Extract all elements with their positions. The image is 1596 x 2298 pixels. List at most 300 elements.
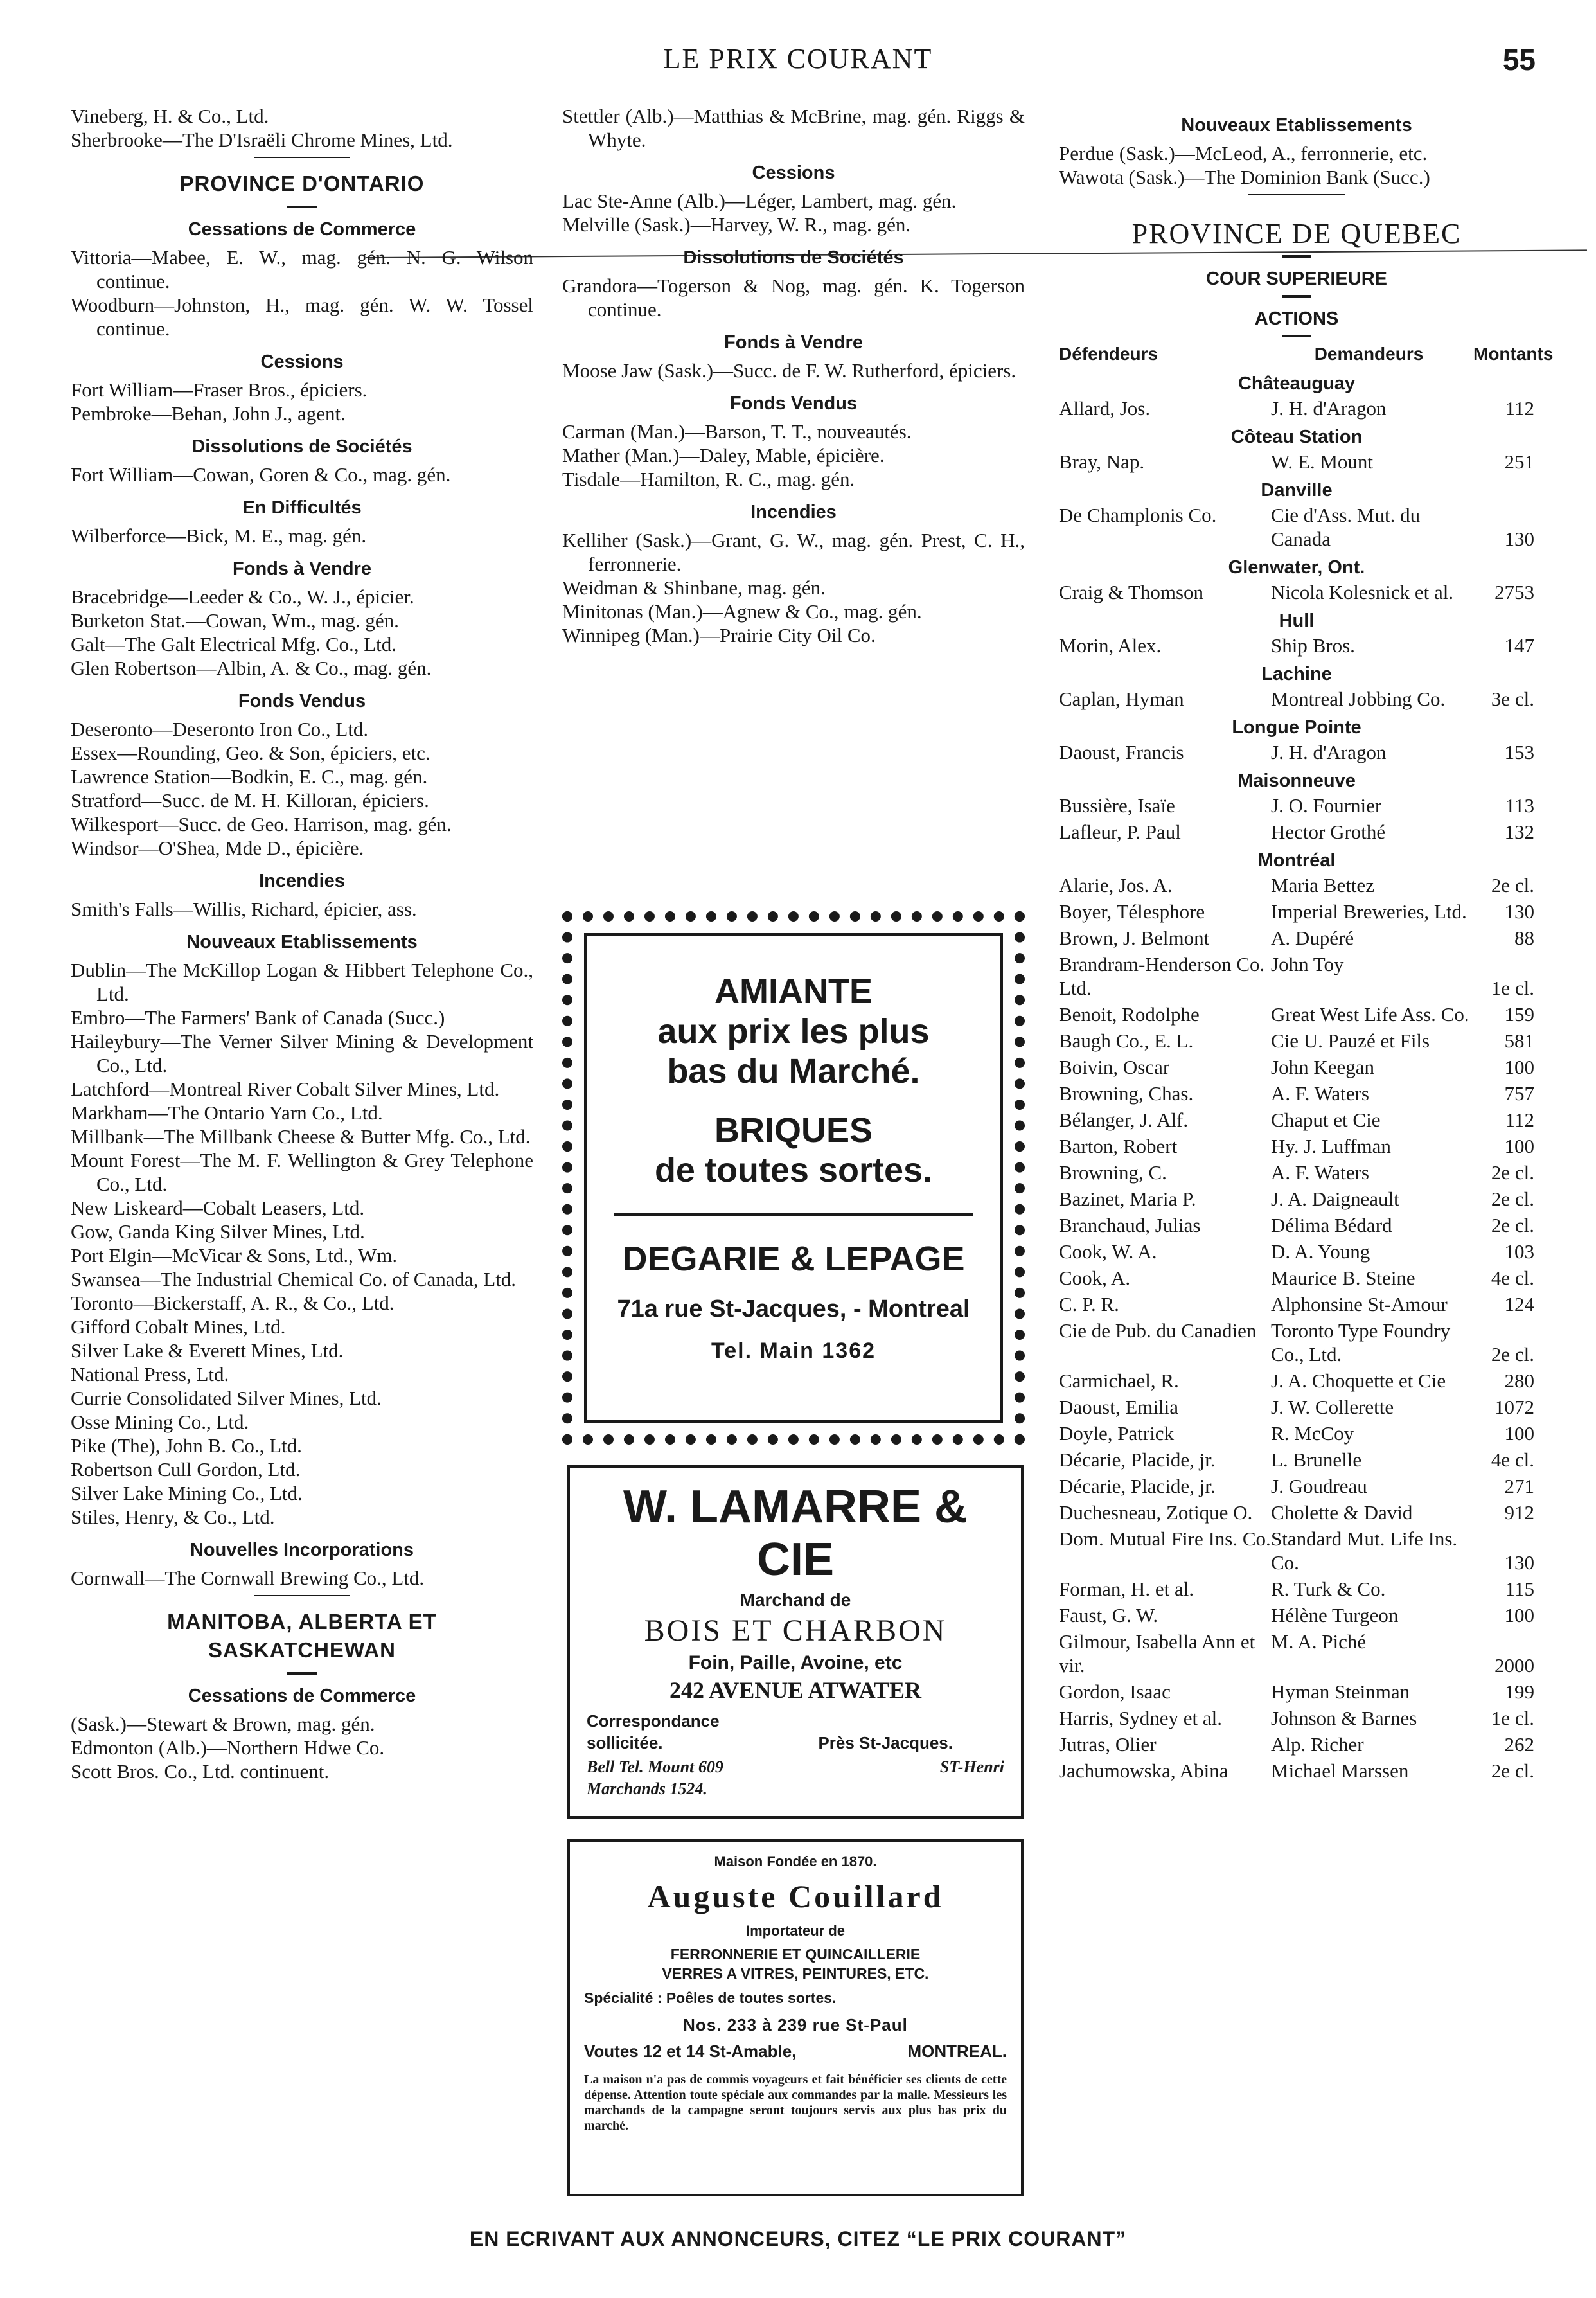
defendant: Bazinet, Maria P. <box>1059 1188 1196 1210</box>
listing-entry: Vittoria—Mabee, E. W., mag. gén. N. G. Wilson continue. <box>71 246 533 292</box>
listing-entry: Latchford—Montreal River Cobalt Silver Mines, Ltd. <box>71 1078 500 1100</box>
case-row <box>1059 1002 1534 1026</box>
plaintiff: Hector Grothé <box>1271 821 1386 843</box>
listing-entry: Glen Robertson—Albin, A. & Co., mag. gén. <box>71 657 432 679</box>
ad-degarie-lepage <box>562 911 1025 1445</box>
listing-entry: Winnipeg (Man.)—Prairie City Oil Co. <box>562 624 876 646</box>
defendant: Cook, A. <box>1059 1267 1131 1289</box>
listing-entry: Galt—The Galt Electrical Mfg. Co., Ltd. <box>71 633 397 655</box>
ad-line: aux prix les plus <box>657 1012 930 1051</box>
case-row <box>1059 900 1534 923</box>
case-row <box>1059 1680 1534 1704</box>
place-heading: Danville <box>1261 480 1333 501</box>
amount: 912 <box>1504 1501 1534 1524</box>
place-heading: Glenwater, Ont. <box>1228 557 1365 578</box>
defendant: Benoit, Rodolphe <box>1059 1003 1200 1026</box>
defendant: Craig & Thomson <box>1059 581 1204 603</box>
listing-entry: Embro—The Farmers' Bank of Canada (Succ.) <box>71 1006 445 1029</box>
ontario-sections <box>71 217 533 1590</box>
defendant: Gordon, Isaac <box>1059 1680 1171 1703</box>
plaintiff: Hélène Turgeon <box>1271 1604 1399 1626</box>
plaintiff: Maria Bettez <box>1271 874 1374 896</box>
plaintiff: A. F. Waters <box>1271 1161 1369 1184</box>
plaintiff: John Toy <box>1271 953 1344 975</box>
plaintiff: John Keegan <box>1271 1056 1374 1078</box>
defendant: Faust, G. W. <box>1059 1604 1158 1626</box>
amount: 88 <box>1514 927 1534 949</box>
ad-phone-row <box>587 1756 1004 1778</box>
plaintiff: J. A. Daigneault <box>1271 1188 1399 1210</box>
defendant: Browning, Chas. <box>1059 1082 1194 1105</box>
dash-divider <box>1282 255 1311 258</box>
defendant: De Champlonis Co. <box>1059 504 1217 526</box>
defendant: Gilmour, Isabella Ann et vir. <box>1059 1630 1255 1677</box>
case-row <box>1059 794 1534 817</box>
amount: 112 <box>1505 397 1534 420</box>
listing-entry: Gow, Ganda King Silver Mines, Ltd. <box>71 1220 365 1243</box>
divider <box>1248 194 1345 195</box>
place-heading: Côteau Station <box>1230 427 1363 447</box>
ad-line: bas du Marché. <box>667 1052 920 1091</box>
amount: 2753 <box>1494 581 1534 603</box>
amount: 115 <box>1505 1578 1534 1600</box>
plaintiff: Imperial Breweries, Ltd. <box>1271 900 1467 923</box>
listing-entry: Pembroke—Behan, John J., agent. <box>71 402 346 425</box>
ad-inner-frame <box>584 933 1003 1423</box>
listing-entry: Edmonton (Alb.)—Northern Hdwe Co. <box>71 1736 385 1759</box>
case-row <box>1059 1759 1534 1783</box>
defendant: Morin, Alex. <box>1059 634 1162 657</box>
column-3 <box>1059 104 1554 1785</box>
plaintiff: J. W. Collerette <box>1271 1396 1394 1418</box>
listing-entry: Stratford—Succ. de M. H. Killoran, épiciers. <box>71 789 429 812</box>
west-sections <box>71 1684 533 1783</box>
listing-entry: Millbank—The Millbank Cheese & Butter Mfg. Co., Ltd. <box>71 1125 531 1148</box>
listing-entry: Osse Mining Co., Ltd. <box>71 1411 249 1433</box>
listing-entry: Port Elgin—McVicar & Sons, Ltd., Wm. <box>71 1244 398 1267</box>
ad-vaults: Voutes 12 et 14 St-Amable, <box>584 2042 797 2061</box>
defendant: Cie de Pub. du Canadien <box>1059 1319 1257 1342</box>
defendant: Browning, C. <box>1059 1161 1167 1184</box>
defendant: Duchesneau, Zotique O. <box>1059 1501 1253 1524</box>
plaintiff: Alphonsine St-Amour <box>1271 1293 1448 1315</box>
section-heading: Nouveaux Etablissements <box>1181 115 1412 136</box>
listing-entry: Lawrence Station—Bodkin, E. C., mag. gén. <box>71 765 428 788</box>
listing-entry: Vineberg, H. & Co., Ltd. <box>71 105 269 127</box>
plaintiff: Toronto Type Foundry Co., Ltd. <box>1271 1319 1451 1366</box>
listing-entry: Dublin—The McKillop Logan & Hibbert Telephone Co., Ltd. <box>71 959 533 1005</box>
page-number: 55 <box>1502 43 1536 76</box>
amount: 132 <box>1504 821 1534 843</box>
plaintiff: Nicola Kolesnick et al. <box>1271 581 1454 603</box>
amount: 153 <box>1504 741 1534 763</box>
case-row <box>1059 1501 1534 1524</box>
listing-entry: National Press, Ltd. <box>71 1363 229 1385</box>
amount: 262 <box>1504 1733 1534 1756</box>
plaintiff: D. A. Young <box>1271 1240 1370 1263</box>
defendant: Jachumowska, Abina <box>1059 1759 1228 1782</box>
case-row <box>1059 1240 1534 1263</box>
divider <box>254 1595 350 1596</box>
table-header <box>1059 344 1554 364</box>
ad-address: 242 AVENUE ATWATER <box>669 1677 922 1703</box>
defendant: Brandram-Henderson Co. Ltd. <box>1059 953 1265 999</box>
amount: 2e cl. <box>1491 874 1534 896</box>
plaintiff: J. O. Fournier <box>1271 794 1382 817</box>
amount: 280 <box>1504 1369 1534 1392</box>
ad-bell: Bell Tel. Mount 609 <box>587 1758 723 1776</box>
ad-subtitle: Marchand de <box>740 1590 851 1610</box>
listing-entry: New Liskeard—Cobalt Leasers, Ltd. <box>71 1197 365 1219</box>
defendant: Décarie, Placide, jr. <box>1059 1475 1216 1497</box>
section-heading: Fonds Vendus <box>238 691 366 711</box>
case-row <box>1059 1319 1534 1366</box>
place-heading: Châteauguay <box>1237 373 1356 394</box>
defendant: Lafleur, P. Paul <box>1059 821 1181 843</box>
case-row <box>1059 926 1534 950</box>
listing-entry: Haileybury—The Verner Silver Mining & Development Co., Ltd. <box>71 1030 533 1076</box>
place-heading: Longue Pointe <box>1232 717 1361 738</box>
amount: 757 <box>1504 1082 1534 1105</box>
dash-divider <box>287 206 317 208</box>
amount: 199 <box>1504 1680 1534 1703</box>
defendant: Allard, Jos. <box>1059 397 1151 420</box>
case-row <box>1059 1369 1534 1393</box>
section-heading: Cessations de Commerce <box>188 219 416 240</box>
pre-entries <box>562 104 1025 152</box>
defendant: Daoust, Emilia <box>1059 1396 1178 1418</box>
listing-entry: Lac Ste-Anne (Alb.)—Léger, Lambert, mag. gén. <box>562 190 957 212</box>
defendant: Bray, Nap. <box>1059 450 1145 473</box>
ad-rule <box>614 1213 973 1216</box>
defendant: Doyle, Patrick <box>1059 1422 1175 1445</box>
section-heading: En Difficultés <box>242 497 362 518</box>
ad-correspondence: Correspondance sollicitée. <box>587 1711 720 1752</box>
case-row <box>1059 1187 1534 1211</box>
ad-goods: Foin, Paille, Avoine, etc <box>688 1652 903 1673</box>
listing-entry: Silver Lake Mining Co., Ltd. <box>71 1482 303 1504</box>
header-demandeurs: Demandeurs <box>1314 344 1424 364</box>
ad-info-row <box>587 1710 1004 1754</box>
case-row <box>1059 1161 1534 1184</box>
case-row <box>1059 396 1534 420</box>
listing-entry: Melville (Sask.)—Harvey, W. R., mag. gén. <box>562 213 911 236</box>
defendant: Alarie, Jos. A. <box>1059 874 1173 896</box>
plaintiff: J. A. Choquette et Cie <box>1271 1369 1446 1392</box>
defendant: Branchaud, Julias <box>1059 1214 1201 1236</box>
ad-couillard <box>567 1839 1024 2196</box>
case-row <box>1059 1577 1534 1601</box>
defendant: Boivin, Oscar <box>1059 1056 1170 1078</box>
amount: 2e cl. <box>1491 1161 1534 1184</box>
case-row <box>1059 503 1534 551</box>
plaintiff: L. Brunelle <box>1271 1448 1362 1471</box>
listing-entry: Minitonas (Man.)—Agnew & Co., mag. gén. <box>562 600 922 623</box>
ad-lamarre <box>567 1465 1024 1819</box>
ad-line: BRIQUES <box>714 1111 873 1150</box>
section-heading: Nouveaux Etablissements <box>186 932 418 952</box>
defendant: Caplan, Hyman <box>1059 688 1184 710</box>
amount: 1e cl. <box>1491 977 1534 999</box>
column-1 <box>71 104 533 1783</box>
pre-entries <box>71 104 533 152</box>
plaintiff: Standard Mut. Life Ins. Co. <box>1271 1528 1458 1574</box>
ad-near: Près St-Jacques. <box>818 1733 953 1752</box>
ad-st-henri: ST-Henri <box>939 1758 1004 1776</box>
place-heading: Maisonneuve <box>1237 770 1356 791</box>
ad-company: Auguste Couillard <box>647 1878 944 1914</box>
case-row <box>1059 1292 1534 1316</box>
plaintiff: W. E. Mount <box>1271 450 1374 473</box>
actions-heading: ACTIONS <box>1254 308 1339 329</box>
column-3-sections <box>1059 113 1534 189</box>
amount: 3e cl. <box>1491 688 1534 710</box>
listing-entry: Cornwall—The Cornwall Brewing Co., Ltd. <box>71 1567 425 1589</box>
plaintiff: Johnson & Barnes <box>1271 1707 1417 1729</box>
section-heading: Fonds à Vendre <box>233 558 371 579</box>
ad-line: AMIANTE <box>714 972 873 1011</box>
amount: 2000 <box>1494 1654 1534 1677</box>
amount: 2e cl. <box>1491 1188 1534 1210</box>
listing-entry: Tisdale—Hamilton, R. C., mag. gén. <box>562 468 855 490</box>
listing-entry: Smith's Falls—Willis, Richard, épicier, ass. <box>71 898 417 920</box>
listing-entry: Burketon Stat.—Cowan, Wm., mag. gén. <box>71 609 399 632</box>
amount: 1e cl. <box>1491 1707 1534 1729</box>
divider <box>254 157 350 158</box>
section-heading: Cessations de Commerce <box>188 1686 416 1706</box>
listing-entry: Stiles, Henry, & Co., Ltd. <box>71 1506 275 1528</box>
amount: 130 <box>1504 900 1534 923</box>
ad-phone-row <box>587 1778 1004 1800</box>
case-row <box>1059 1213 1534 1237</box>
plaintiff: Cie U. Pauzé et Fils <box>1271 1029 1430 1052</box>
ad-vaults-row <box>584 2042 1007 2062</box>
header-defendeurs: Défendeurs <box>1059 344 1158 364</box>
plaintiff: J. H. d'Aragon <box>1271 397 1387 420</box>
listing-entry: Markham—The Ontario Yarn Co., Ltd. <box>71 1101 383 1124</box>
listing-entry: Grandora—Togerson & Nog, mag. gén. K. Togerson continue. <box>562 274 1025 321</box>
listing-entry: Wilberforce—Bick, M. E., mag. gén. <box>71 524 367 547</box>
listing-entry: Wilkesport—Succ. de Geo. Harrison, mag. gén. <box>71 813 452 835</box>
case-row <box>1059 1630 1534 1677</box>
listing-entry: Woodburn—Johnston, H., mag. gén. W. W. Tossel continue. <box>71 294 533 340</box>
listing-entry: Wawota (Sask.)—The Dominion Bank (Succ.) <box>1059 166 1430 188</box>
case-row <box>1059 1266 1534 1290</box>
amount: 100 <box>1504 1422 1534 1445</box>
case-row <box>1059 1474 1534 1498</box>
listing-entry: Kelliher (Sask.)—Grant, G. W., mag. gén. Prest, C. H., ferronnerie. <box>562 529 1025 575</box>
province-heading-west: MANITOBA, ALBERTA ET SASKATCHEWAN <box>167 1610 437 1662</box>
case-row <box>1059 634 1534 657</box>
section-heading: Incendies <box>259 871 345 891</box>
dash-divider <box>287 1672 317 1675</box>
ad-founded: Maison Fondée en 1870. <box>714 1853 877 1869</box>
case-row <box>1059 1029 1534 1053</box>
case-row <box>1059 1527 1534 1574</box>
page-footer: EN ECRIVANT AUX ANNONCEURS, CITEZ “LE PRIX COURANT” <box>469 2227 1127 2250</box>
amount: 4e cl. <box>1491 1448 1534 1471</box>
plaintiff: Hyman Steinman <box>1271 1680 1410 1703</box>
amount: 1072 <box>1494 1396 1534 1418</box>
plaintiff: R. Turk & Co. <box>1271 1578 1386 1600</box>
case-row <box>1059 1082 1534 1105</box>
plaintiff: Alp. Richer <box>1271 1733 1364 1756</box>
page-title: LE PRIX COURANT <box>663 43 933 75</box>
dash-divider <box>1282 335 1311 337</box>
case-row <box>1059 740 1534 764</box>
province-heading-quebec: PROVINCE DE QUEBEC <box>1131 218 1462 249</box>
listing-entry: Windsor—O'Shea, Mde D., épicière. <box>71 837 364 859</box>
plaintiff: Chaput et Cie <box>1271 1109 1381 1131</box>
place-heading: Hull <box>1279 610 1315 631</box>
amount: 130 <box>1504 1551 1534 1574</box>
plaintiff: Michael Marssen <box>1271 1759 1409 1782</box>
court-heading: COUR SUPERIEURE <box>1206 269 1387 289</box>
column-2 <box>562 104 1025 647</box>
case-row <box>1059 450 1534 474</box>
listing-entry: Gifford Cobalt Mines, Ltd. <box>71 1315 286 1338</box>
defendant: Forman, H. et al. <box>1059 1578 1194 1600</box>
listing-entry: Pike (The), John B. Co., Ltd. <box>71 1434 302 1457</box>
listing-entry: Fort William—Cowan, Goren & Co., mag. gén. <box>71 463 451 486</box>
case-row <box>1059 1448 1534 1472</box>
case-row <box>1059 820 1534 844</box>
province-heading-ontario: PROVINCE D'ONTARIO <box>179 172 425 195</box>
dash-divider <box>1282 295 1311 298</box>
header-montants: Montants <box>1473 344 1554 364</box>
listing-entry: Swansea—The Industrial Chemical Co. of Canada, Ltd. <box>71 1268 517 1290</box>
plaintiff: J. H. d'Aragon <box>1271 741 1387 763</box>
ad-goods: VERRES A VITRES, PEINTURES, ETC. <box>662 1965 929 1982</box>
listing-entry: Robertson Cull Gordon, Ltd. <box>71 1458 301 1481</box>
case-row <box>1059 1421 1534 1445</box>
defendant: Carmichael, R. <box>1059 1369 1179 1392</box>
plaintiff: Maurice B. Steine <box>1271 1267 1415 1289</box>
amount: 100 <box>1504 1056 1534 1078</box>
plaintiff: A. F. Waters <box>1271 1082 1369 1105</box>
amount: 159 <box>1504 1003 1534 1026</box>
ad-city: MONTREAL. <box>907 2042 1007 2061</box>
section-heading: Cessions <box>752 163 835 183</box>
plaintiff: R. McCoy <box>1271 1422 1354 1445</box>
ad-importer: Importateur de <box>745 1923 846 1939</box>
listing-entry: Perdue (Sask.)—McLeod, A., ferronnerie, etc. <box>1059 142 1428 165</box>
case-row <box>1059 1603 1534 1627</box>
listing-entry: Moose Jaw (Sask.)—Succ. de F. W. Rutherford, épiciers. <box>562 359 1016 382</box>
section-heading: Dissolutions de Sociétés <box>191 436 412 457</box>
defendant: Harris, Sydney et al. <box>1059 1707 1222 1729</box>
plaintiff: J. Goudreau <box>1271 1475 1367 1497</box>
ad-trade: BOIS ET CHARBON <box>644 1614 947 1648</box>
listing-entry: Bracebridge—Leeder & Co., W. J., épicier. <box>71 585 414 608</box>
listing-entry: Currie Consolidated Silver Mines, Ltd. <box>71 1387 382 1409</box>
case-row <box>1059 952 1534 1000</box>
amount: 100 <box>1504 1135 1534 1157</box>
amount: 581 <box>1504 1029 1534 1052</box>
defendant: Baugh Co., E. L. <box>1059 1029 1194 1052</box>
amount: 2e cl. <box>1491 1214 1534 1236</box>
listing-entry: Fort William—Fraser Bros., épiciers. <box>71 379 368 401</box>
plaintiff: Great West Life Ass. Co. <box>1271 1003 1469 1026</box>
listing-entry: Stettler (Alb.)—Matthias & McBrine, mag. gén. Riggs & Whyte. <box>562 105 1025 151</box>
amount: 4e cl. <box>1491 1267 1534 1289</box>
listing-entry: Scott Bros. Co., Ltd. continuent. <box>71 1760 330 1783</box>
amount: 251 <box>1504 450 1534 473</box>
ad-specialty: Spécialité : Poêles de toutes sortes. <box>584 1990 837 2006</box>
column-2-sections <box>562 161 1025 647</box>
defendant: Brown, J. Belmont <box>1059 927 1210 949</box>
listing-entry: Silver Lake & Everett Mines, Ltd. <box>71 1339 344 1362</box>
plaintiff: Cie d'Ass. Mut. du Canada <box>1271 504 1421 550</box>
listing-entry: Toronto—Bickerstaff, A. R., & Co., Ltd. <box>71 1292 395 1314</box>
case-row <box>1059 1395 1534 1419</box>
amount: 100 <box>1504 1604 1534 1626</box>
case-row <box>1059 873 1534 897</box>
defendant: Bussière, Isaïe <box>1059 794 1175 817</box>
ad-goods: FERRONNERIE ET QUINCAILLERIE <box>670 1946 921 1963</box>
amount: 271 <box>1504 1475 1534 1497</box>
defendant: Décarie, Placide, jr. <box>1059 1448 1216 1471</box>
defendant: Boyer, Télesphore <box>1059 900 1205 923</box>
listing-entry: Mount Forest—The M. F. Wellington & Grey Telephone Co., Ltd. <box>71 1149 533 1195</box>
case-row <box>1059 1055 1534 1079</box>
section-heading: Incendies <box>750 502 837 522</box>
ad-line: de toutes sortes. <box>654 1151 933 1189</box>
listing-entry: Weidman & Shinbane, mag. gén. <box>562 576 826 599</box>
amount: 2e cl. <box>1491 1759 1534 1782</box>
defendant: Bélanger, J. Alf. <box>1059 1109 1189 1131</box>
plaintiff: Cholette & David <box>1271 1501 1413 1524</box>
listing-entry: Mather (Man.)—Daley, Mable, épicière. <box>562 444 885 467</box>
plaintiff: M. A. Piché <box>1271 1630 1367 1653</box>
listing-entry: Carman (Man.)—Barson, T. T., nouveautés. <box>562 420 912 443</box>
place-heading: Lachine <box>1261 664 1332 684</box>
listing-entry: Essex—Rounding, Geo. & Son, épiciers, etc. <box>71 742 430 764</box>
court-cases <box>1059 371 1534 1783</box>
amount: 2e cl. <box>1491 1343 1534 1366</box>
section-heading: Cessions <box>260 352 344 372</box>
amount: 103 <box>1504 1240 1534 1263</box>
plaintiff: Ship Bros. <box>1271 634 1355 657</box>
ad-marchands: Marchands 1524. <box>587 1779 707 1798</box>
place-heading: Montréal <box>1257 850 1336 871</box>
plaintiff: Hy. J. Luffman <box>1271 1135 1391 1157</box>
defendant: Jutras, Olier <box>1059 1733 1157 1756</box>
ad-address: 71a rue St-Jacques, - Montreal <box>617 1296 970 1323</box>
defendant: C. P. R. <box>1059 1293 1119 1315</box>
defendant: Daoust, Francis <box>1059 741 1184 763</box>
case-row <box>1059 1108 1534 1132</box>
ad-company: DEGARIE & LEPAGE <box>622 1240 965 1278</box>
ad-address: Nos. 233 à 239 rue St-Paul <box>683 2015 908 2035</box>
amount: 130 <box>1504 528 1534 550</box>
ad-company: W. LAMARRE & CIE <box>623 1481 968 1585</box>
amount: 124 <box>1504 1293 1534 1315</box>
case-row <box>1059 1732 1534 1756</box>
plaintiff: A. Dupéré <box>1271 927 1354 949</box>
ad-note: La maison n'a pas de commis voyageurs et fait bénéficier ses clients de cette dépense. Attention toute spéciale aux commandes par la malle. Messieurs les marchands de la campagne seront toujours servis aux plus bas prix du marché. <box>584 2072 1007 2133</box>
section-heading: Fonds Vendus <box>729 393 858 414</box>
defendant: Dom. Mutual Fire Ins. Co. <box>1059 1528 1271 1550</box>
section-heading: Fonds à Vendre <box>724 332 863 353</box>
defendant: Cook, W. A. <box>1059 1240 1157 1263</box>
amount: 147 <box>1504 634 1534 657</box>
case-row <box>1059 580 1534 604</box>
case-row <box>1059 687 1534 711</box>
amount: 113 <box>1505 794 1534 817</box>
ad-telephone: Tel. Main 1362 <box>711 1339 876 1363</box>
listing-entry: Sherbrooke—The D'Israëli Chrome Mines, Ltd. <box>71 129 453 151</box>
